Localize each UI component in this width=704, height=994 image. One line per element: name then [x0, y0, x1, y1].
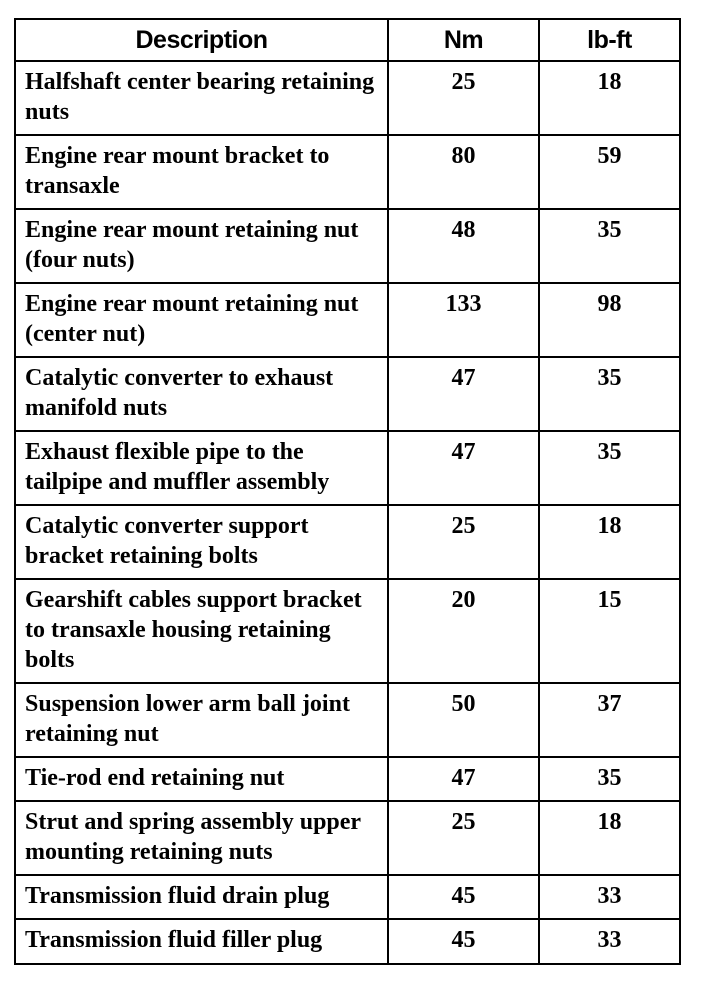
row-description: Engine rear mount bracket to transaxle [16, 135, 388, 209]
table-row [16, 683, 679, 757]
row-description: Strut and spring assembly upper mounting retaining nuts [16, 801, 388, 875]
row-lbft: 15 [539, 579, 679, 683]
row-description: Tie-rod end retaining nut [16, 757, 388, 801]
row-nm: 25 [388, 505, 539, 579]
row-description: Exhaust flexible pipe to the tailpipe and muffler assembly [16, 431, 388, 505]
row-lbft: 98 [539, 283, 679, 357]
header-description: Description [16, 20, 388, 61]
table-row [16, 135, 679, 209]
row-nm: 47 [388, 757, 539, 801]
row-lbft: 33 [539, 919, 679, 963]
row-description: Catalytic converter support bracket retaining bolts [16, 505, 388, 579]
row-description: Suspension lower arm ball joint retaining nut [16, 683, 388, 757]
row-description: Transmission fluid drain plug [16, 875, 388, 919]
row-description: Transmission fluid filler plug [16, 919, 388, 963]
row-nm: 25 [388, 801, 539, 875]
row-nm: 45 [388, 875, 539, 919]
row-nm: 80 [388, 135, 539, 209]
row-nm: 133 [388, 283, 539, 357]
row-lbft: 18 [539, 801, 679, 875]
table-row [16, 801, 679, 875]
row-nm: 50 [388, 683, 539, 757]
table-row [16, 283, 679, 357]
table-row [16, 757, 679, 801]
table-row [16, 61, 679, 135]
row-lbft: 33 [539, 875, 679, 919]
row-lbft: 35 [539, 757, 679, 801]
row-lbft: 37 [539, 683, 679, 757]
table-row [16, 209, 679, 283]
table-row [16, 579, 679, 683]
torque-spec-table-frame [14, 18, 681, 965]
row-description: Halfshaft center bearing retaining nuts [16, 61, 388, 135]
header-lbft: lb-ft [539, 20, 679, 61]
row-description: Engine rear mount retaining nut (four nuts) [16, 209, 388, 283]
row-description: Engine rear mount retaining nut (center nut) [16, 283, 388, 357]
row-lbft: 18 [539, 505, 679, 579]
row-nm: 25 [388, 61, 539, 135]
row-lbft: 35 [539, 431, 679, 505]
row-description: Gearshift cables support bracket to transaxle housing retaining bolts [16, 579, 388, 683]
row-lbft: 18 [539, 61, 679, 135]
table-row [16, 919, 679, 963]
row-nm: 45 [388, 919, 539, 963]
table-row [16, 875, 679, 919]
table-row [16, 431, 679, 505]
torque-spec-table [16, 20, 679, 963]
row-nm: 20 [388, 579, 539, 683]
row-nm: 48 [388, 209, 539, 283]
row-lbft: 35 [539, 209, 679, 283]
row-lbft: 35 [539, 357, 679, 431]
row-lbft: 59 [539, 135, 679, 209]
header-row [16, 20, 679, 61]
row-nm: 47 [388, 357, 539, 431]
table-row [16, 357, 679, 431]
row-nm: 47 [388, 431, 539, 505]
header-nm: Nm [388, 20, 539, 61]
row-description: Catalytic converter to exhaust manifold nuts [16, 357, 388, 431]
table-row [16, 505, 679, 579]
